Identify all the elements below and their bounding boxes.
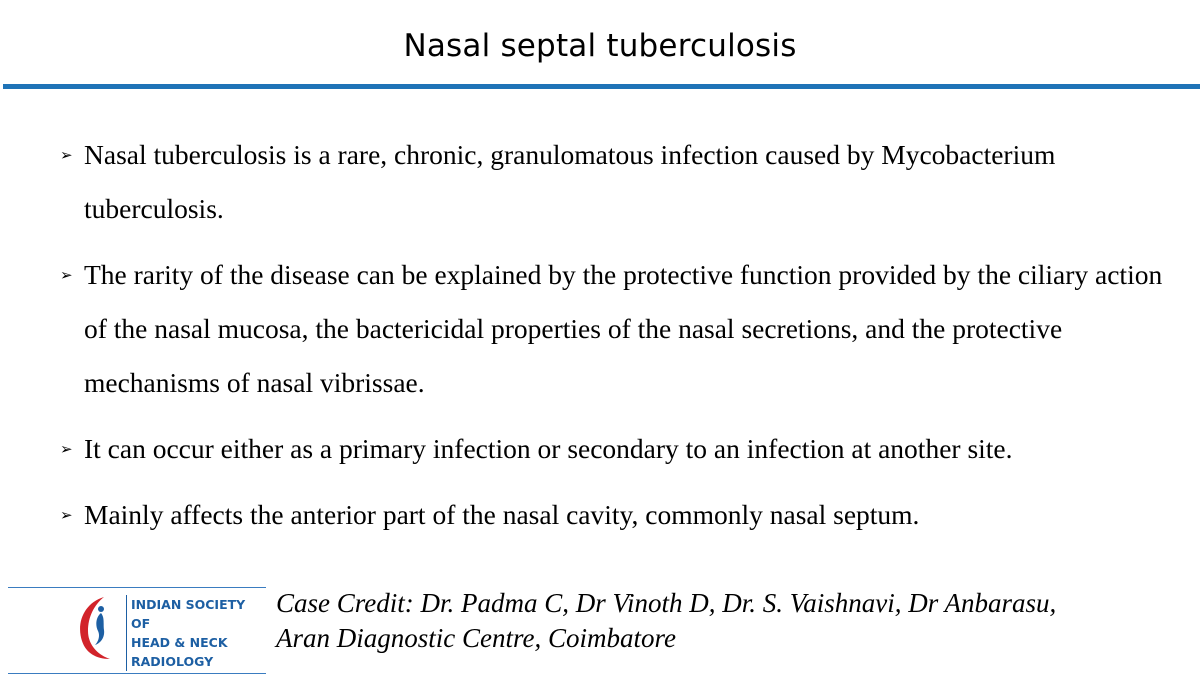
bullet-text: It can occur either as a primary infection or secondary to an infection at another site. bbox=[84, 433, 1013, 464]
isnr-logo-icon bbox=[74, 593, 122, 663]
bullet-text: Nasal tuberculosis is a rare, chronic, granulomatous infection caused by Mycobacterium tuberculosis. bbox=[84, 139, 1056, 224]
bullet-item bbox=[60, 422, 1170, 476]
arrow-bullet-icon: ➢ bbox=[60, 266, 73, 284]
society-logo bbox=[8, 587, 268, 675]
credit-line-1: Case Credit: Dr. Padma C, Dr Vinoth D, Dr. S. Vaishnavi, Dr Anbarasu, bbox=[276, 588, 1057, 618]
logo-text bbox=[126, 595, 268, 671]
logo-line-2: HEAD & NECK bbox=[131, 635, 228, 650]
bullet-list bbox=[60, 128, 1170, 554]
arrow-bullet-icon: ➢ bbox=[60, 146, 73, 164]
slide-title: Nasal septal tuberculosis bbox=[403, 28, 797, 64]
logo-divider-bottom bbox=[8, 673, 266, 674]
title-divider bbox=[3, 84, 1200, 89]
logo-line-3: RADIOLOGY bbox=[131, 654, 214, 669]
arrow-bullet-icon: ➢ bbox=[60, 440, 73, 458]
logo-line-1: INDIAN SOCIETY OF bbox=[131, 597, 246, 631]
credit-line-2: Aran Diagnostic Centre, Coimbatore bbox=[276, 623, 676, 653]
bullet-item bbox=[60, 488, 1170, 542]
logo-divider-top bbox=[8, 587, 266, 588]
bullet-text: Mainly affects the anterior part of the nasal cavity, commonly nasal septum. bbox=[84, 499, 920, 530]
bullet-item bbox=[60, 128, 1170, 236]
case-credit bbox=[276, 586, 1186, 656]
bullet-item bbox=[60, 248, 1170, 410]
arrow-bullet-icon: ➢ bbox=[60, 506, 73, 524]
bullet-text: The rarity of the disease can be explained by the protective function provided by the ciliary action of the nasal mucosa, the bactericidal properties of the nasal secretions, and the protective mechanisms of nasal vibrissae. bbox=[84, 259, 1163, 398]
